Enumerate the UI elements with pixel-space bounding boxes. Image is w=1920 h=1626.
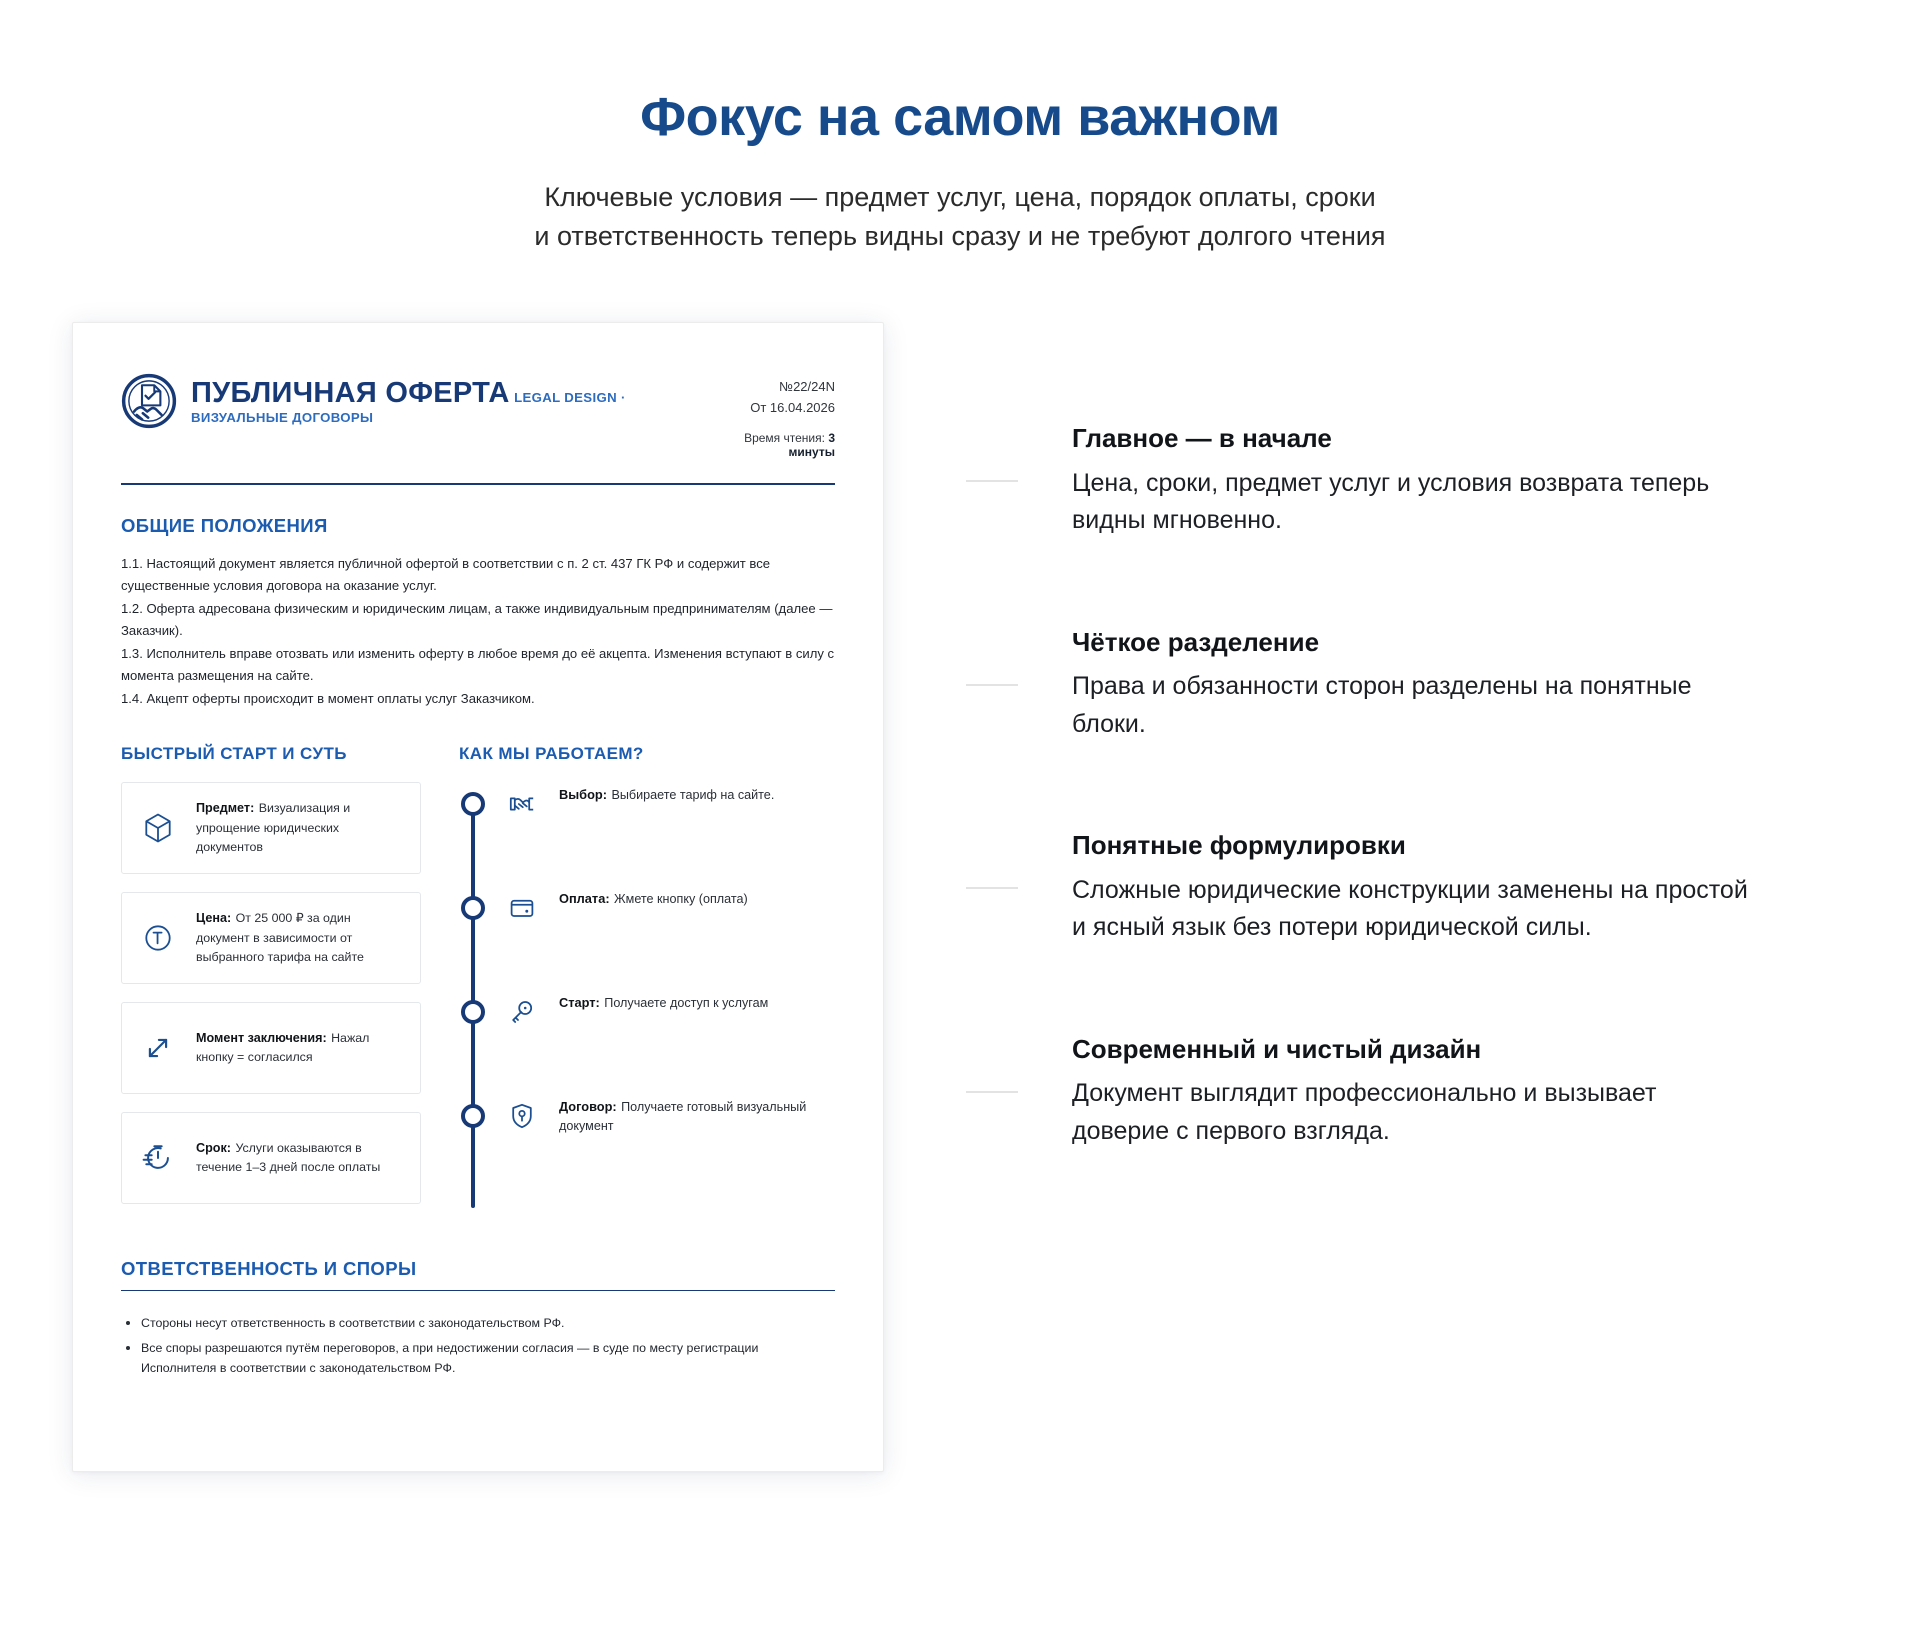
reading-time-label: Время чтения:: [744, 430, 825, 445]
timeline-step: [459, 786, 835, 820]
section-title-quick-start: БЫСТРЫЙ СТАРТ И СУТЬ: [121, 744, 347, 764]
general-paragraph: 1.2. Оферта адресована физическим и юридическим лицам, а также индивидуальным предпринимателям (далее — Заказчик).: [121, 600, 833, 639]
feature-text: Сложные юридические конструкции заменены на простой и ясный язык без потери юридической силы.: [1072, 875, 1748, 942]
timeline-text: Выбираете тариф на сайте.: [611, 788, 775, 803]
main-content: [0, 322, 1920, 1472]
page-subtitle: [0, 178, 1920, 256]
diagonal-arrows-icon: [130, 1030, 186, 1066]
feature-title: Современный и чистый дизайн: [1072, 1033, 1482, 1064]
document-meta: [714, 373, 835, 458]
section-title-general: ОБЩИЕ ПОЛОЖЕНИЯ: [121, 514, 328, 536]
timeline-body: [559, 1098, 835, 1136]
timeline-dot: [461, 1104, 485, 1128]
timeline-text: Жмете кнопку (оплата): [614, 892, 748, 907]
feature-title: Понятные формулировки: [1072, 830, 1406, 861]
document-date: От 16.04.2026: [750, 399, 835, 415]
liability-bullet: Все споры разрешаются путём переговоров, а при недостижении согласия — в суде по месту регистрации Исполнителя в соответствии с законодательством РФ.: [121, 1338, 835, 1379]
document-title: ПУБЛИЧНАЯ ОФЕРТА: [191, 377, 510, 410]
process-timeline: [459, 786, 835, 1216]
card-title: Цена:: [196, 911, 232, 926]
feature-list: [884, 322, 1920, 1150]
connector-line: [966, 480, 1018, 482]
timeline-step: [459, 890, 835, 924]
quick-start-card: [121, 1002, 421, 1094]
general-paragraphs: [121, 553, 835, 711]
quick-start-cards: [121, 782, 421, 1204]
handshake-icon: [501, 786, 543, 820]
timeline-text: Получаете доступ к услугам: [604, 996, 769, 1011]
card-text: Визуализация и упрощение юридических документов: [196, 801, 351, 854]
wallet-icon: [501, 890, 543, 924]
timeline-dot: [461, 1000, 485, 1024]
shield-pin-icon: [501, 1098, 543, 1132]
currency-circle-icon: [130, 920, 186, 956]
general-paragraph: 1.3. Исполнитель вправе отозвать или изменить оферту в любое время до её акцепта. Изменения вступают в силу с момента размещения на сайте.: [121, 645, 835, 684]
quick-start-card: [121, 892, 421, 984]
card-text: От 25 000 ₽ за один документ в зависимости от выбранного тарифа на сайте: [196, 911, 364, 964]
timeline-title: Оплата:: [559, 891, 610, 907]
connector-line: [966, 684, 1018, 686]
card-body: [196, 1029, 406, 1067]
header-divider: [121, 483, 835, 485]
section-title-liability: ОТВЕТСТВЕННОСТЬ И СПОРЫ: [121, 1258, 417, 1280]
card-body: [196, 799, 406, 857]
feature-item: [966, 626, 1756, 744]
reading-time: [714, 431, 835, 459]
connector-line: [966, 1091, 1018, 1093]
feature-item: [966, 1033, 1756, 1151]
subtitle-line-1: Ключевые условия — предмет услуг, цена, порядок оплаты, сроки: [544, 182, 1376, 213]
offer-document-sheet: [72, 322, 884, 1472]
document-number: №22/24N: [779, 379, 835, 395]
feature-text: Права и обязанности сторон разделены на понятные блоки.: [1072, 672, 1692, 738]
general-paragraph: 1.4. Акцепт оферты происходит в момент оплаты услуг Заказчиком.: [121, 690, 535, 706]
timeline-title: Старт:: [559, 995, 600, 1011]
card-body: [196, 909, 406, 967]
feature-item: [966, 422, 1756, 540]
general-paragraph: 1.1. Настоящий документ является публичной офертой в соответствии с п. 2 ст. 437 ГК РФ и содержит все существенные условия договора на оказание услуг.: [121, 555, 771, 594]
cube-icon: [130, 810, 186, 846]
quick-start-card: [121, 1112, 421, 1204]
timeline-step: [459, 1098, 835, 1136]
how-we-work-column: [459, 744, 835, 1216]
document-tagline: LEGAL DESIGN · ВИЗУАЛЬНЫЕ ДОГОВОРЫ: [191, 390, 626, 425]
liability-section: [121, 1258, 835, 1379]
liability-bullets: [121, 1313, 835, 1379]
quick-start-card: [121, 782, 421, 874]
brand-text-group: [191, 376, 714, 426]
document-header: [121, 373, 835, 476]
timeline-title: Договор:: [559, 1099, 617, 1115]
document-brand: [121, 373, 714, 429]
page-title: Фокус на самом важном: [640, 87, 1280, 147]
feature-text: Документ выглядит профессионально и вызывает доверие с первого взгляда.: [1072, 1079, 1657, 1145]
feature-item: [966, 829, 1756, 947]
handshake-document-seal-icon: [121, 373, 177, 429]
liability-divider: [121, 1290, 835, 1291]
card-title: Предмет:: [196, 801, 255, 816]
reading-time-value: 3 минуты: [788, 430, 835, 459]
feature-title: Чёткое разделение: [1072, 626, 1320, 657]
timeline-body: [559, 994, 835, 1013]
timeline-dot: [461, 896, 485, 920]
timeline-body: [559, 786, 835, 805]
timeline-step: [459, 994, 835, 1028]
document-split-columns: [121, 744, 835, 1216]
timeline-dot: [461, 792, 485, 816]
card-body: [196, 1139, 406, 1177]
card-text: Нажал кнопку = согласился: [196, 1031, 370, 1065]
card-text: Услуги оказываются в течение 1–3 дней после оплаты: [196, 1141, 381, 1175]
liability-bullet: Стороны несут ответственность в соответствии с законодательством РФ.: [121, 1313, 835, 1334]
connector-line: [966, 887, 1018, 889]
timeline-text: Получаете готовый визуальный документ: [559, 1100, 807, 1134]
timeline-body: [559, 890, 835, 909]
feature-text: Цена, сроки, предмет услуг и условия возврата теперь видны мгновенно.: [1072, 468, 1710, 535]
document-preview-wrapper: [72, 322, 884, 1472]
feature-title: Главное — в начале: [1072, 423, 1332, 454]
key-icon: [501, 994, 543, 1028]
stopwatch-icon: [130, 1140, 186, 1176]
section-title-how-we-work: КАК МЫ РАБОТАЕМ?: [459, 744, 644, 764]
subtitle-line-2: и ответственность теперь видны сразу и не требуют долгого чтения: [534, 221, 1386, 252]
card-title: Срок:: [196, 1141, 231, 1156]
hero-section: [0, 0, 1920, 256]
timeline-title: Выбор:: [559, 787, 607, 803]
card-title: Момент заключения:: [196, 1031, 327, 1046]
quick-start-column: [121, 744, 421, 1216]
